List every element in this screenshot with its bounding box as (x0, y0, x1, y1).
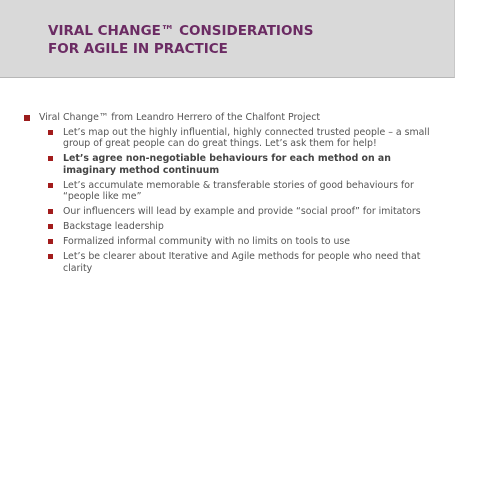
square-bullet-icon (48, 183, 53, 188)
sub-bullet-item (48, 180, 444, 203)
title-line-1: VIRAL CHANGE™ CONSIDERATIONS (48, 23, 314, 39)
title-band (0, 0, 455, 78)
main-bullet-item (24, 112, 444, 124)
sub-bullet-item (48, 127, 444, 150)
square-bullet-icon (48, 239, 53, 244)
sub-bullet-item (48, 251, 444, 274)
sub-bullet-text: Formalized informal community with no limits on tools to use (63, 236, 351, 247)
square-bullet-icon (48, 156, 53, 161)
slide-title (48, 22, 313, 58)
sub-bullet-text: Let’s accumulate memorable & transferable stories of good behaviours for “people like me” (63, 179, 414, 202)
square-bullet-icon (24, 115, 30, 121)
sub-bullet-text: Let’s agree non-negotiable behaviours for each method on an imaginary method continuum (63, 153, 391, 176)
sub-bullet-text: Our influencers will lead by example and provide “social proof” for imitators (63, 206, 421, 217)
sub-bullet-item-bold (48, 153, 444, 176)
square-bullet-icon (48, 130, 53, 135)
main-bullet-text: Viral Change™ from Leandro Herrero of the Chalfont Project (39, 112, 321, 123)
sub-bullet-text: Backstage leadership (63, 221, 164, 232)
sub-bullet-list (24, 127, 444, 275)
square-bullet-icon (48, 209, 53, 214)
square-bullet-icon (48, 224, 53, 229)
sub-bullet-text: Let’s be clearer about Iterative and Agile methods for people who need that clarity (63, 251, 421, 274)
square-bullet-icon (48, 254, 53, 259)
title-line-2: FOR AGILE IN PRACTICE (48, 41, 228, 57)
sub-bullet-item (48, 236, 444, 248)
sub-bullet-item (48, 221, 444, 233)
sub-bullet-item (48, 206, 444, 218)
slide-content (24, 112, 444, 278)
sub-bullet-text: Let’s map out the highly influential, highly connected trusted people – a small group of great people can do great things. Let’s ask them for help! (63, 126, 430, 149)
